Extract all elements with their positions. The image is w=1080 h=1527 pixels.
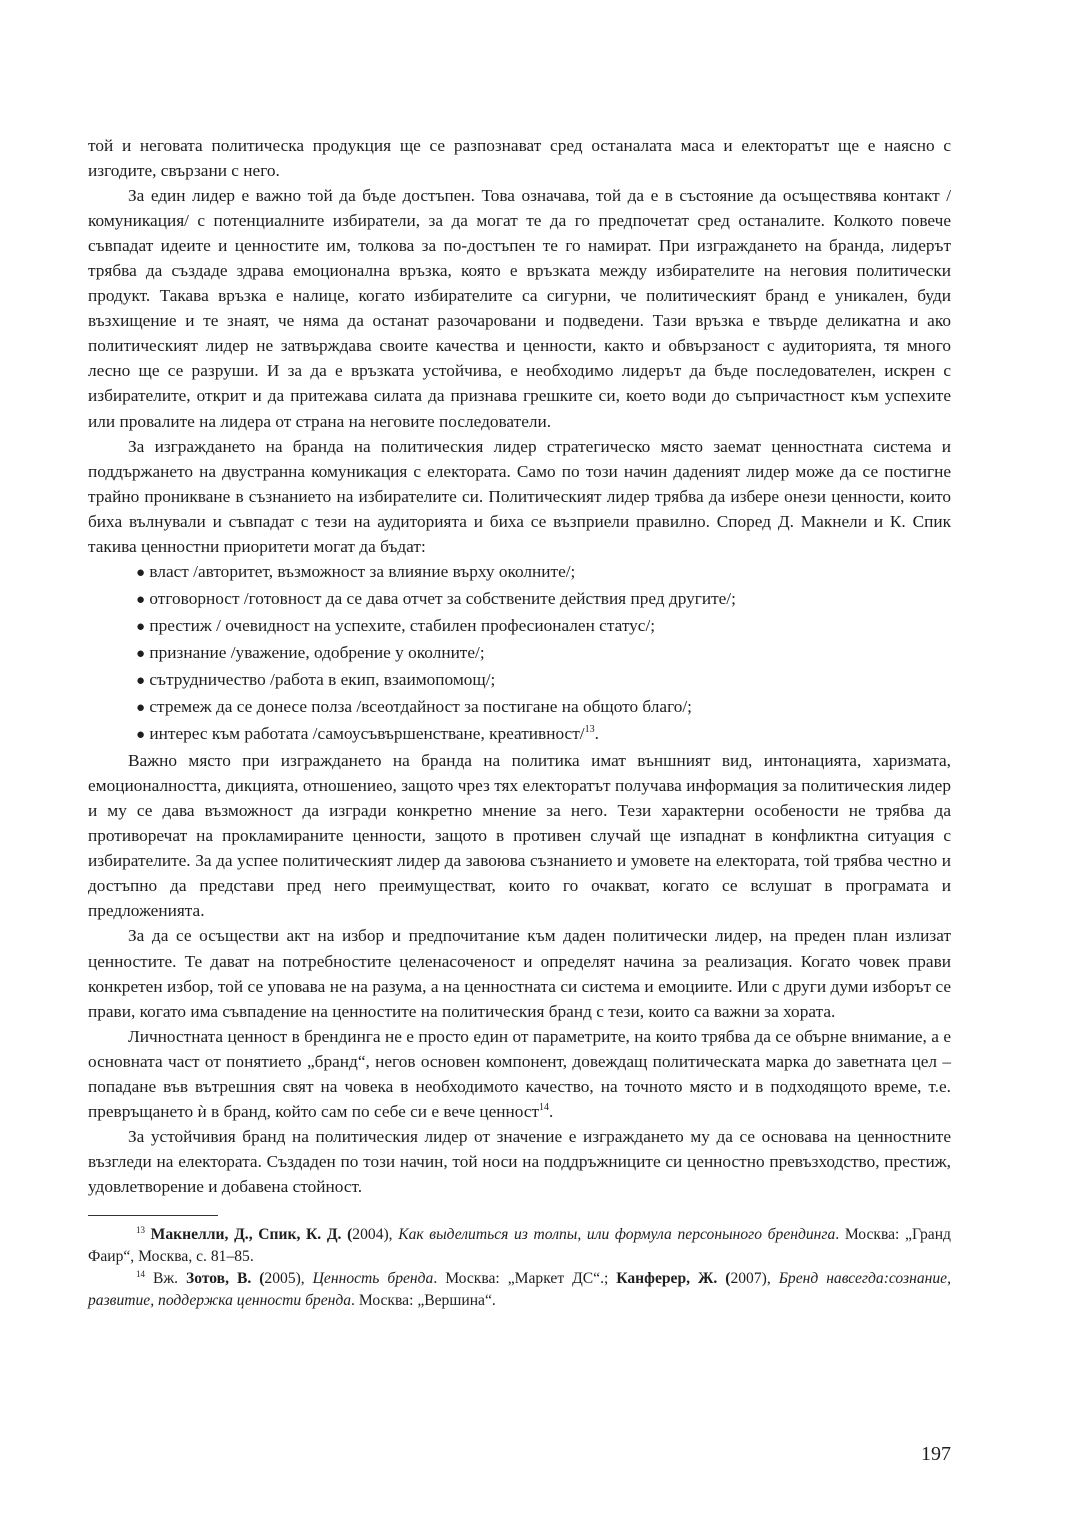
footnote-divider bbox=[88, 1215, 218, 1216]
values-list bbox=[88, 559, 951, 748]
bullet-icon: ● bbox=[136, 564, 146, 581]
list-item: ● сътрудничество /работа в екип, взаимопомощ/; bbox=[136, 669, 496, 689]
bullet-icon: ● bbox=[136, 672, 146, 689]
paragraph-4: Важно място при изграждането на бранда на политика имат външният вид, интонацията, харизмата, емоционалността, дикцията, отношениео, защото чрез тях електоратът получава информация за политическия лидер и му се дава възможност да изгради конкретно мнение за него. Тези характерни особености не трябва да противоречат на прокламираните ценности, защото в противен случай ще изпаднат в конфликтна ситуация с избирателите. За да успее политическият лидер да завоюва съзнанието и умовете на електората, той трябва честно и достъпно да представи пред него преимуществат, които го очакват, когато се вслушат в програмата и предложенията. bbox=[88, 751, 951, 921]
footnote-14: $^{14}$ Вж. Зотов, В. (2005), Ценность бренда. Москва: „Маркет ДС“.; Канферер, Ж. (2007), Бренд навсегда:сознание, развитие, поддержка ценности бренда. Москва: „Вершина“. bbox=[88, 1268, 951, 1309]
list-item: ● интерес към работата /самоусъвършенстване, креативност/$^{13}$. bbox=[136, 724, 599, 744]
bullet-icon: ● bbox=[136, 727, 146, 744]
bullet-icon: ● bbox=[136, 700, 146, 717]
paragraph-2: За един лидер е важно той да бъде достъпен. Това означава, той да е в състояние да осъществява контакт /комуникация/ с потенциалните избиратели, за да могат те да го предпочетат сред останалите. Колкото повече съвпадат идеите и ценностите им, толкова за по-достъпен те го намират. При изграждането на бранда, лидерът трябва да създаде здрава емоционална връзка, която е връзката между избирателите на неговия политически продукт. Такава връзка е налице, когато избирателите са сигурни, че политическият бранд е уникален, буди възхищение и те знаят, че няма да останат разочаровани и подведени. Тази връзка е твърде деликатна и ако политическият лидер не затвърждава своите качества и ценности, както и обвързаност с аудиторията, тя много лесно ще се разруши. И за да е връзката устойчива, е необходимо лидерът да бъде последователен, искрен с избирателите, открит и да притежава силата да признава грешките си, което води до съпричастност към успехите или провалите на лидера от страна на неговите последователи. bbox=[88, 186, 951, 431]
paragraph-5: За да се осъществи акт на избор и предпочитание към даден политически лидер, на преден план излизат ценностите. Те дават на потребностите целенасоченост и определят начина за реализация. Когато човек прави конкретен избор, той се уповава не на разума, а на ценностната си система и емоциите. Или с други думи изборът се прави, когато има съвпадение на ценностите на политическия бранд с тези, които са важни за хората. bbox=[88, 926, 951, 1021]
paragraph-3: За изграждането на бранда на политическия лидер стратегическо място заемат ценностната система и поддържането на двустранна комуникация с електората. Само по този начин даденият лидер може да се постигне трайно проникване в съзнанието на избирателите си. Политическият лидер трябва да избере онези ценности, които биха вълнували и съвпадат с тези на аудиторията и биха се възприели правилно. Според Д. Макнели и К. Спик такива ценностни приоритети могат да бъдат: bbox=[88, 436, 951, 556]
page-number: 197 bbox=[921, 1443, 951, 1465]
paragraph-6: Личностната ценност в брендинга не е просто един от параметрите, на които трябва да се обърне внимание, а е основната част от понятието „бранд“, негов основен компонент, довеждащ политическата марка до заветната цел – попадане във вътрешния свят на човека в необходимото качество, на точното място и в подходящото време, т.е. превръщането ѝ в бранд, който сам по себе си е вече ценност$^{14}$. bbox=[88, 1026, 951, 1121]
footnote-ref-14: 14 bbox=[539, 1102, 550, 1114]
bullet-icon: ● bbox=[136, 645, 146, 662]
list-item: ● отговорност /готовност да се дава отчет за собствените действия пред другите/; bbox=[136, 588, 736, 608]
footnote-13: $^{13}$ Макнелли, Д., Спик, К. Д. (2004), Как выделиться из толпы, или формула персоныного брендинга. Москва: „Гранд Фаир“, Москва, с. 81–85. bbox=[88, 1224, 951, 1265]
bullet-icon: ● bbox=[136, 618, 146, 635]
bullet-icon: ● bbox=[136, 591, 146, 608]
footnote-ref-13: 13 bbox=[584, 724, 595, 736]
paragraph-1: той и неговата политическа продукция ще се разпознават сред останалата маса и електоратът ще е наясно с изгодите, свързани с него. bbox=[88, 136, 951, 181]
paragraph-7: За устойчивия бранд на политическия лидер от значение е изграждането му да се основава на ценностните възгледи на електората. Създаден по този начин, той носи на поддръжниците си ценностно превъзходство, престиж, удовлетворение и добавена стойност. bbox=[88, 1126, 951, 1196]
list-item: ● стремеж да се донесе полза /всеотдайност за постигане на общото благо/; bbox=[136, 697, 692, 717]
list-item: ● признание /уважение, одобрение у околните/; bbox=[136, 642, 485, 662]
list-item: ● власт /авторитет, възможност за влияние върху околните/; bbox=[136, 561, 576, 581]
list-item: ● престиж / очевидност на успехите, стабилен професионален статус/; bbox=[136, 615, 656, 635]
page-content bbox=[88, 133, 951, 1312]
